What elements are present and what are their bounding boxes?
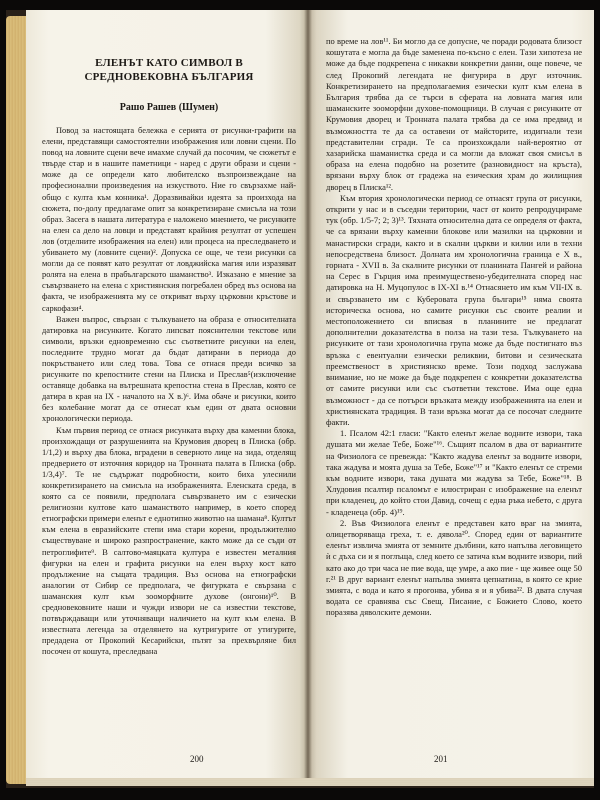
article-title xyxy=(42,56,296,84)
right-paragraph-4: 2. Във Физиолога еленът е представен като враг на змията, олицетворяваща греха, т. е. дявола²⁰. Според един от вариантите еленът извлича змията от земните дълбини, като напълва леговището ѝ с дъха си и я поглъща, след което се затича към водните извори, пий като ако до три часа не пие вода, ще умре, а ако пие - ще живее още 50 г.²¹ В друг вариант еленът напълва змията цепнатина, в която се крие змията, с вода и като я прогонва, убива я и я убива²². В двата случая водата се сравнява със Свещ. Писание, с Божието Слово, което поразява дяволските демони. xyxy=(326,517,583,618)
title-line-1: ЕЛЕНЪТ КАТО СИМВОЛ В xyxy=(95,57,243,69)
left-paragraph-3: Към първия период се отнася рисунката върху два каменни блока, произхождащи от разрушенията на Крумовия дворец в Плиска (обр. 1/1,2) и върху два блока, вградени в северното лице на зида, отделящ предверието от източния коридор на Тронната палата в Плиска (обр. 1/3,4)⁷. Те не съдържат подробности, които биха улеснили конкретизирането на смисъла на изображенията. Еленската среда, в която са се появили, предполага съвързването им с езически религиозни култове като шаманството например, в което според етнографски примери еленът е еднотипно животно на шамана⁸. Култът към елена в евразийските степи има стари корени, продължително съществуване и широко разпространение, както може да се съди от петроглифите⁹. В салтово-маяцката култура е известен металния фигурки на елен и графита рисунки на елен върху кост като продължение на същата традиция. Въз основа на етнографски аналогии от Сибир се предполага, че фигурката е свързана с шаманския култ към зооморфните духове (онгони)¹⁰. В средновековните наши и чужди извори не са известни текстове, потвърждаващи или уточняващи наличието на култ към елена. В известната легенда за отделянето на кутригурите от утигурите, предадена от Прокопий Кесарийски, пътят за прехвърляне бил посочен от кошута, преследвана xyxy=(42,425,296,657)
left-page-number: 200 xyxy=(190,754,204,764)
left-paragraph-2: Важен въпрос, свързан с тълкуването на образа е относителната датировка на рисунките. Когато липсват пояснителни текстове или символи, връзки едновременно със съответните рисунки на елен, последните трудно могат да бъдат датирани в периода до покръстването или след това. Това се отнася преди всичко за рисунките по крепостните стени на Плиска и Преслав⁵(изключение оставяще добавка на вътрешната крепостна стена в Преслав, която се датира в края на IX - началото на X в.)⁶. Има обаче и рисунки, които без колебание могат да се отнесат към един от двата основни хронологически периода. xyxy=(42,314,296,424)
book-bottom-edge xyxy=(26,778,594,786)
right-paragraph-1: по време на лов¹¹. Би могло да се допусне, че поради родовата близост кошутата е могла да бъде заменена по-късно с елен. Тази хипотеза не може да бъде подкрепена с никакви конкретни данни, още повече, че след Прокопий легендата не фигурира в друг източник. Конкретизирането на предполагаемия езически култ към елена в България трябва да се търси в сферата на ловната магия или шаманските зооморфни духове-помощници. В случая с рисунките от Крумовия дворец и Тронната палата трябва да се има предвид и възможността те да са оставени от майсторите, издигнали тези представителни сгради. Те са произхождали най-вероятно от хазарийска шаманистка среда и са могли да вложат своя смисъл в образа на елена подобно на розетите (разновидност на кръста), врязани върху блок от градежа на езическия храм до жилищния дворец в Плиска¹². xyxy=(326,36,582,192)
title-line-2: СРЕДНОВЕКОВНА БЪЛГАРИЯ xyxy=(84,71,254,83)
right-page-number: 201 xyxy=(434,754,448,764)
right-paragraph-2: Към втория хронологически период се отнасят група от рисунки, открити у нас и в съседни територии, част от които репродуцираме тук (обр. 1/5-7; 2; 3)¹³. Тяхната относителна дата се определя от факта, че са врязани върху каменни блокове или мазилки на църковни и манастирски сгради, както и в скални църкви и килии или в техни непосредствена близост. Долната им хронологична граница е X в., горната - XVII в. За скалните рисунки от планината Пангей и района на Серес в Гърция има преимуществено-убедителната според нас датировка на Н. Муцопулос в IX-XI в.¹⁴ Отнасянето им към VII-IX в. и свързването им с Куберовата група българи¹⁵ няма своята историческа основа, но самите рисунки със своите реалии и местоположението си вписвая в планините не предлагат дополнителни доказателства в полза на тази теза. Тълкуването на рисунките от тази хронологична група може да бъде постигнато въз връзка с евентуални езически реликвии, битови и сезическата преемственост в християнско време. Този подход заслужава внимание, но не може да бъде подкрепен с конкретни доказателства от самите рисунки или със съответни текстове. Има още една възможност - да се потърси връзката между изображенията на елен и християнската традиция. В тази връзка могат да се посочат следните факти. xyxy=(326,192,582,427)
book-spread xyxy=(6,10,594,788)
right-page xyxy=(308,10,594,780)
article-author: Рашо Рашев (Шумен) xyxy=(119,102,219,113)
right-paragraph-3: 1. Псалом 42:1 гласи: "Както еленът желае водните извори, така душата ми желае Тебе, Боже"¹⁶. Същият псалом в два от вариантите на Физиолога се превежда: "Както жадува еленът за водните извори, така жадува и моята душа за Тебе, Боже"¹⁷ и "Както еленът се стреми към водните извори, така душата ми жадува за Тебе, Боже"¹⁸. В Хлудовия псалтир псаломът е илюстриран с изображение на еленът при кладенец, до който стои Давид, сочещ с една ръка небето, с друга - кладенеца (обр. 4)¹⁹. xyxy=(326,428,582,517)
book-gutter xyxy=(304,10,312,780)
left-paragraph-1: Повод за настоящата бележка е серията от рисунки-графити на елени, представящи самостоятелни изображения или ловни сцени. По повод на ловните сцени вече имахме случай да посочим, че сюжетът е твърде стар и в нашите паметници - наред с други образи и сцени - може да се определи като любителско възпроизвеждане на професионални произведения на изкуството. Ние го свързахме най-общо с култа към конника¹. Доразвивайки идеята за произхода на сюжета, по-долу предлагаме опит за конкретизиране смисъла на този образ. Засега в нашата литература е наложено мнението, че рисунките на елен са дело на ловци и представят крайния резултат от успешен лов (отделните изображения на елен) или процеса на преследването и убиването му (ловните сцени)². Допуска се още, че тези рисунки са могли да се появят като резултат от ловджийска магия или изразяват ролята на елена в прабългарското шаманство³. Изказано е мнение за съвързването на елена с християнския погребален обред въз основа на факта, че изображенията му се откриват върху църковни кръстове и саркофази⁴. xyxy=(42,126,296,313)
left-page xyxy=(26,10,308,780)
